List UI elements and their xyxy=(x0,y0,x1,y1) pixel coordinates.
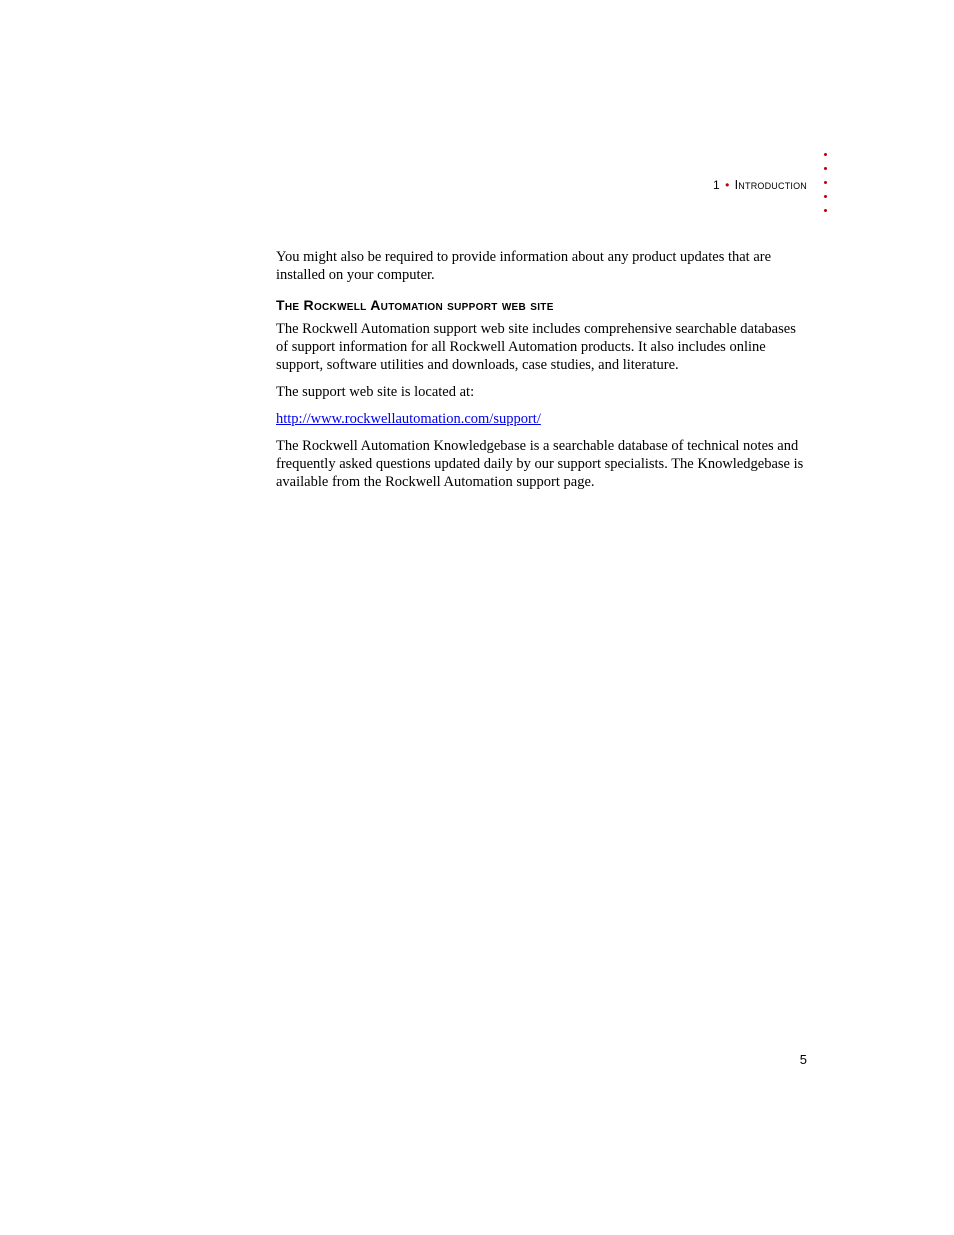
decorative-dot-column xyxy=(821,153,829,223)
knowledgebase-paragraph: The Rockwell Automation Knowledgebase is a searchable database of technical notes and frequently asked questions updated daily by our support specialists. The Knowledgebase is available from the Rockwell Automation support page. xyxy=(276,438,804,490)
chapter-title: Introduction xyxy=(734,178,807,192)
red-dot-icon xyxy=(824,209,827,212)
red-dot-icon xyxy=(824,195,827,198)
support-paragraph: The Rockwell Automation support web site includes comprehensive searchable databases of support information for all Rockwell Automation products. It also includes online support, software utilities and downloads, case studies, and literature. xyxy=(276,321,796,373)
section-heading: The Rockwell Automation support web site xyxy=(276,297,554,313)
page-number: 5 xyxy=(799,1052,807,1067)
red-dot-icon xyxy=(824,167,827,170)
support-link-paragraph xyxy=(276,410,808,428)
page-content xyxy=(276,248,808,500)
red-dot-icon xyxy=(824,153,827,156)
location-paragraph: The support web site is located at: xyxy=(276,384,475,400)
running-header xyxy=(713,178,807,192)
chapter-number: 1 xyxy=(713,178,720,192)
red-dot-icon xyxy=(824,181,827,184)
bullet-separator: • xyxy=(725,178,730,192)
intro-paragraph: You might also be required to provide information about any product updates that are installed on your computer. xyxy=(276,249,772,283)
support-link[interactable]: http://www.rockwellautomation.com/support/ xyxy=(276,411,541,427)
